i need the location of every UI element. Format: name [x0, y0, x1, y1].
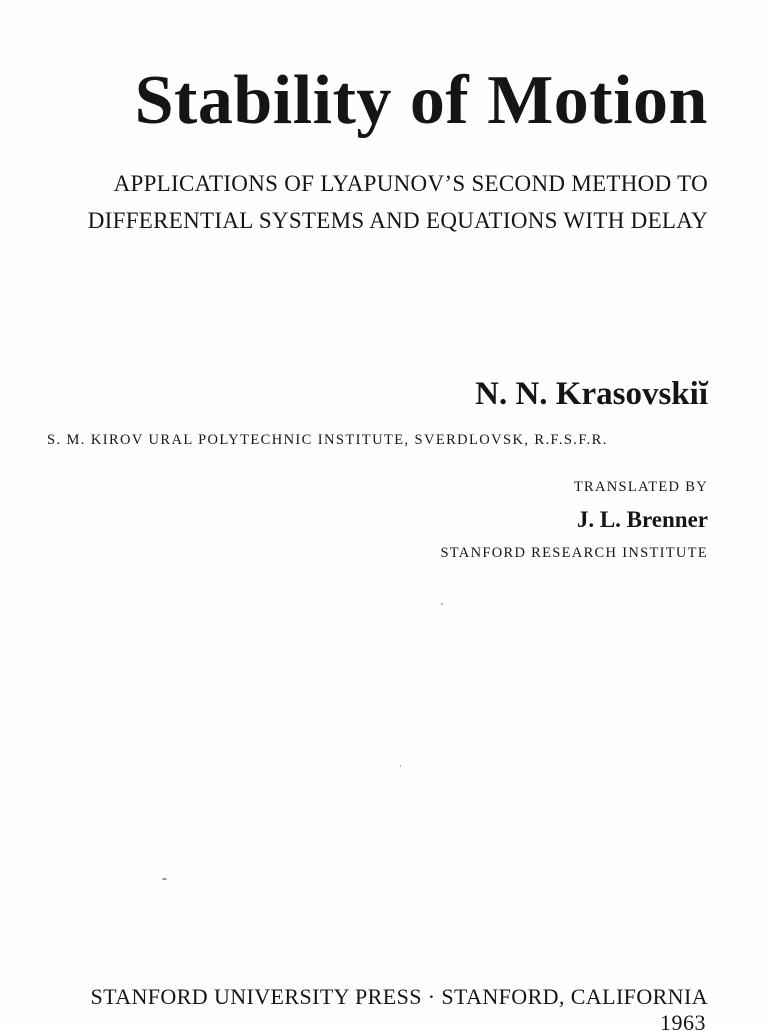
author-affiliation: S. M. KIROV URAL POLYTECHNIC INSTITUTE, SVERDLOVSK, R.F.S.F.R.: [47, 432, 608, 448]
translator-name: J. L. Brenner: [576, 507, 708, 532]
paper-speck: [400, 765, 401, 767]
publication-year: 1963: [660, 1010, 706, 1035]
publisher-line: STANFORD UNIVERSITY PRESS · STANFORD, CALIFORNIA: [90, 984, 708, 1009]
paper-speck: [162, 878, 167, 880]
translator-affiliation: STANFORD RESEARCH INSTITUTE: [440, 545, 708, 561]
paper-speck: [441, 603, 443, 605]
book-title: Stability of Motion: [134, 62, 708, 139]
subtitle-line-1: APPLICATIONS OF LYAPUNOV’S SECOND METHOD TO: [113, 171, 708, 196]
subtitle-line-2: DIFFERENTIAL SYSTEMS AND EQUATIONS WITH DELAY: [87, 208, 708, 233]
author-name: N. N. Krasovskiĭ: [475, 376, 708, 412]
translated-by-label: TRANSLATED BY: [573, 479, 708, 495]
